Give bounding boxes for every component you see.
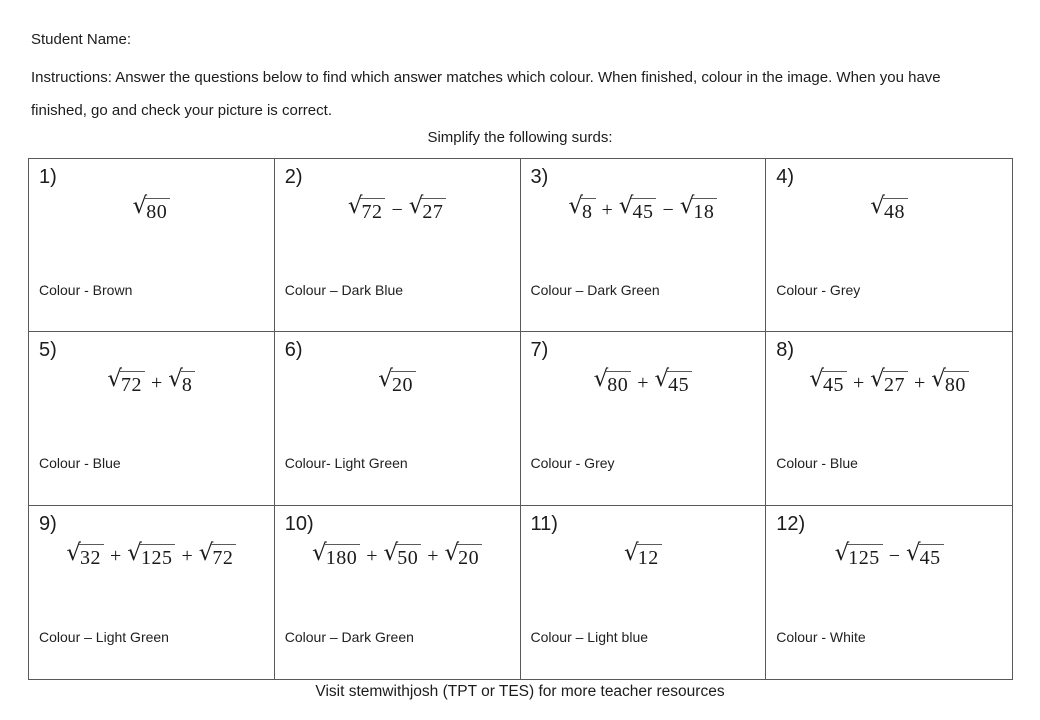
- question-expression: [531, 195, 756, 222]
- question-number: 9): [39, 512, 57, 535]
- instructions-text: Instructions: Answer the questions below to find which answer matches which colour. When finished, colour in the image. When you have finished, go and check your picture is correct.: [31, 69, 941, 119]
- question-expression: [285, 195, 510, 222]
- operator: +: [181, 545, 193, 568]
- operator: +: [601, 198, 613, 221]
- operator: +: [637, 372, 649, 395]
- footer-text: Visit stemwithjosh (TPT or TES) for more teacher resources: [315, 683, 725, 700]
- sqrt-term: [834, 539, 883, 570]
- sqrt-term: [383, 539, 422, 570]
- colour-label: Colour - White: [776, 628, 866, 645]
- surd-question-table: [28, 158, 1013, 680]
- question-number: 11): [530, 512, 558, 535]
- colour-label: Colour - Blue: [39, 455, 121, 472]
- question-number: 3): [530, 166, 549, 188]
- operator: +: [110, 545, 122, 568]
- radical-sign: √: [312, 539, 327, 566]
- radical-sign: √: [347, 193, 363, 219]
- radicand: 72: [120, 371, 145, 395]
- sqrt-term: [594, 368, 632, 395]
- sqrt-term: [809, 368, 847, 395]
- sqrt-term: [870, 368, 908, 395]
- radicand: 27: [883, 371, 908, 395]
- operator: +: [150, 372, 163, 395]
- question-expression: [39, 368, 264, 395]
- question-cell: [29, 506, 275, 679]
- operator: +: [366, 545, 378, 568]
- question-number: 6): [284, 339, 303, 362]
- sqrt-term: [568, 195, 595, 222]
- radicand: 80: [606, 371, 631, 395]
- radical-sign: √: [66, 539, 82, 566]
- radical-sign: √: [809, 366, 825, 393]
- operator: −: [391, 198, 403, 221]
- radicand: 27: [421, 198, 446, 222]
- radical-sign: √: [444, 539, 460, 566]
- operator: +: [853, 372, 865, 395]
- sqrt-term: [444, 539, 482, 570]
- question-cell: [275, 506, 521, 679]
- colour-label: Colour - Blue: [776, 455, 858, 472]
- radical-sign: √: [870, 366, 885, 393]
- radicand: 12: [637, 544, 662, 568]
- colour-label: Colour – Light Green: [39, 628, 169, 645]
- radical-sign: √: [198, 539, 214, 566]
- question-number: 5): [39, 339, 57, 362]
- radical-sign: √: [593, 366, 609, 393]
- question-cell: [275, 332, 521, 505]
- question-cell: [766, 159, 1012, 332]
- radicand: 50: [396, 544, 421, 568]
- radical-sign: √: [168, 366, 183, 393]
- radicand: 18: [692, 198, 717, 222]
- radicand: 125: [847, 544, 883, 568]
- question-cell: [275, 159, 521, 332]
- sqrt-term: [66, 539, 104, 570]
- radicand: 20: [391, 371, 416, 395]
- question-expression: [285, 539, 510, 570]
- colour-label: Colour – Dark Blue: [284, 282, 404, 298]
- radical-sign: √: [654, 366, 670, 393]
- question-expression: [531, 368, 756, 395]
- question-number: 8): [776, 339, 795, 362]
- radicand: 48: [883, 198, 908, 222]
- radicand: 32: [79, 544, 104, 568]
- radical-sign: √: [408, 193, 424, 219]
- question-cell: [521, 506, 767, 679]
- sqrt-term: [168, 368, 195, 395]
- radicand: 80: [944, 371, 969, 395]
- radical-sign: √: [931, 366, 946, 393]
- radicand: 8: [581, 198, 596, 222]
- radical-sign: √: [378, 366, 393, 393]
- sqrt-term: [680, 195, 718, 222]
- radical-sign: √: [834, 539, 850, 566]
- question-cell: [521, 332, 767, 505]
- radicand: 180: [325, 544, 361, 568]
- colour-label: Colour – Light blue: [530, 628, 649, 645]
- worksheet-title: Simplify the following surds:: [427, 129, 613, 146]
- colour-label: Colour – Dark Green: [284, 628, 414, 645]
- radical-sign: √: [132, 193, 148, 219]
- colour-label: Colour – Dark Green: [530, 282, 660, 298]
- sqrt-term: [619, 195, 657, 222]
- operator: +: [427, 545, 439, 568]
- radicand: 125: [140, 544, 176, 568]
- radical-sign: √: [383, 539, 399, 566]
- sqrt-term: [409, 195, 447, 222]
- radicand: 72: [360, 198, 385, 222]
- radical-sign: √: [568, 193, 584, 219]
- sqrt-term: [107, 368, 145, 395]
- radicand: 80: [145, 198, 170, 222]
- operator: −: [662, 198, 674, 221]
- sqrt-term: [624, 539, 662, 570]
- question-expression: [776, 195, 1002, 222]
- colour-label: Colour - Grey: [530, 455, 615, 472]
- sqrt-term: [198, 539, 237, 570]
- question-expression: [776, 539, 1002, 570]
- sqrt-term: [655, 368, 693, 395]
- radical-sign: √: [870, 193, 885, 219]
- radicand: 45: [631, 198, 656, 222]
- question-number: 7): [530, 339, 549, 362]
- question-number: 4): [776, 166, 795, 188]
- question-cell: [766, 506, 1012, 679]
- sqrt-term: [931, 368, 969, 395]
- radicand: 45: [919, 544, 944, 568]
- radical-sign: √: [618, 193, 634, 219]
- colour-label: Colour - Brown: [39, 282, 133, 298]
- question-number: 12): [776, 512, 806, 535]
- radical-sign: √: [624, 539, 639, 566]
- sqrt-term: [870, 195, 908, 222]
- student-name-label: Student Name:: [31, 31, 132, 48]
- radical-sign: √: [107, 366, 122, 393]
- operator: +: [913, 372, 926, 395]
- sqrt-term: [906, 539, 944, 570]
- radicand: 72: [211, 544, 236, 568]
- question-cell: [29, 332, 275, 505]
- sqrt-term: [348, 195, 386, 222]
- question-cell: [521, 159, 767, 332]
- question-expression: [39, 539, 264, 570]
- radicand: 45: [667, 371, 692, 395]
- question-expression: [39, 195, 264, 222]
- sqrt-term: [378, 368, 416, 395]
- radicand: 20: [457, 544, 482, 568]
- radical-sign: √: [679, 193, 695, 219]
- sqrt-term: [312, 539, 360, 570]
- radicand: 45: [822, 371, 847, 395]
- operator: −: [888, 545, 901, 568]
- radicand: 8: [181, 371, 196, 395]
- question-cell: [29, 159, 275, 332]
- radical-sign: √: [127, 539, 142, 566]
- question-expression: [531, 539, 756, 570]
- sqrt-term: [133, 195, 171, 222]
- sqrt-term: [127, 539, 175, 570]
- question-expression: [285, 368, 510, 395]
- question-number: 2): [284, 166, 303, 188]
- radical-sign: √: [906, 539, 921, 566]
- question-expression: [776, 368, 1002, 395]
- question-number: 1): [39, 166, 57, 188]
- colour-label: Colour - Grey: [776, 282, 861, 298]
- colour-label: Colour- Light Green: [284, 455, 408, 472]
- question-cell: [766, 332, 1012, 505]
- question-number: 10): [284, 512, 314, 535]
